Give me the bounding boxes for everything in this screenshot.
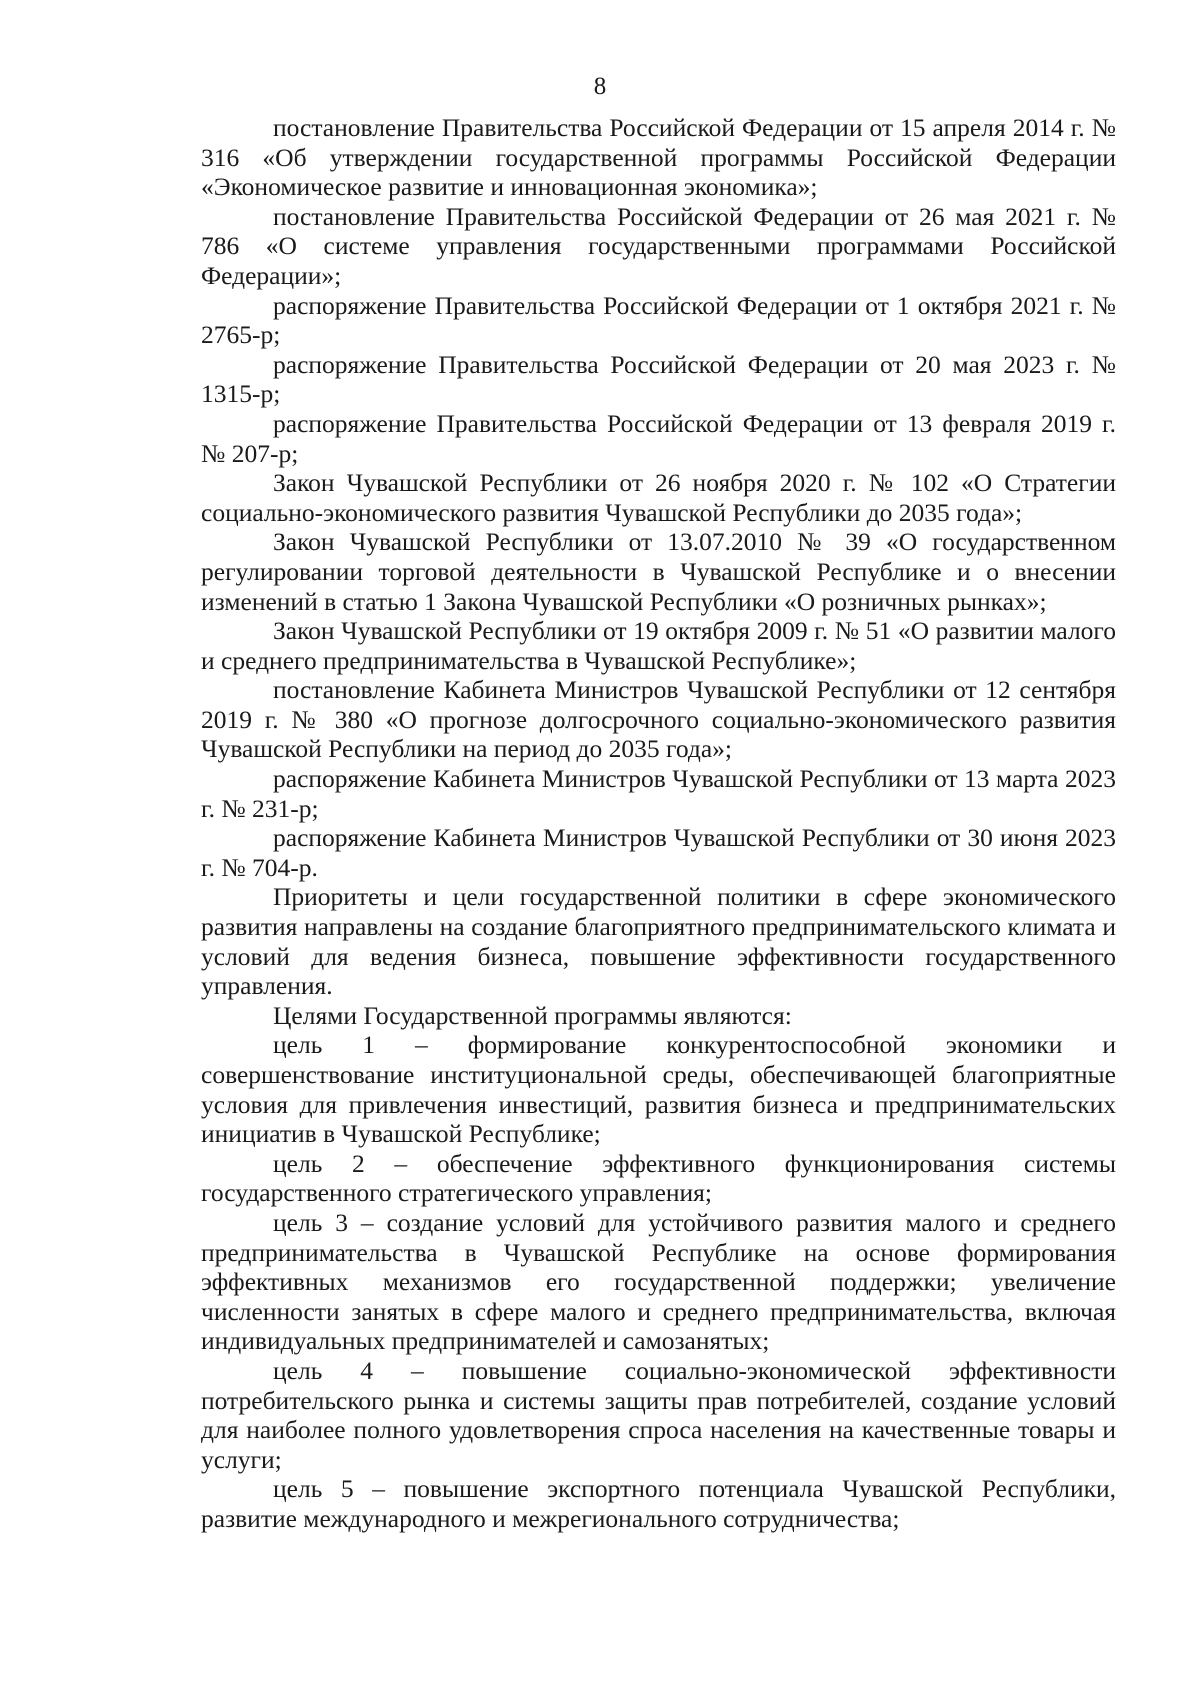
paragraph-legal-act: распоряжение Кабинета Министров Чувашской Республики от 30 июня 2023 г. № 704-р. <box>201 823 1116 882</box>
paragraph-goals-heading: Целями Государственной программы являются: <box>273 1000 792 1030</box>
paragraph-legal-act: распоряжение Кабинета Министров Чувашской Республики от 13 марта 2023 г. № 231-р; <box>201 764 1116 823</box>
paragraph-legal-act: постановление Кабинета Министров Чувашской Республики от 12 сентября 2019 г. № 380 «О прогнозе долгосрочного социально-экономического развития Чувашской Республики на период до 2035 года»; <box>201 675 1116 764</box>
page-number: 8 <box>593 73 607 100</box>
paragraph-legal-act: постановление Правительства Российской Федерации от 26 мая 2021 г. № 786 «О системе управления государственными программами Российской Федерации»; <box>201 201 1116 290</box>
paragraph-legal-act: Закон Чувашской Республики от 13.07.2010 № 39 «О государственном регулировании торговой деятельности в Чувашской Республике и о внесении изменений в статью 1 Закона Чувашской Республики «О розничных рынках»; <box>201 527 1116 616</box>
paragraph-legal-act: Закон Чувашской Республики от 19 октября 2009 г. № 51 «О развитии малого и среднего предпринимательства в Чувашской Республике»; <box>201 616 1116 675</box>
paragraph-goal: цель 3 – создание условий для устойчивого развития малого и среднего предпринимательства в Чувашской Республике на основе формирования эффективных механизмов его государственной поддержки; увеличение численности занятых в сфере малого и среднего предпринимательства, включая индивидуальных предпринимателей и самозанятых; <box>201 1207 1116 1356</box>
paragraph-legal-act: распоряжение Правительства Российской Федерации от 1 октября 2021 г. № 2765-р; <box>201 290 1116 350</box>
paragraph-legal-act: распоряжение Правительства Российской Федерации от 20 мая 2023 г. № 1315-р; <box>201 349 1116 409</box>
paragraph-legal-act: Закон Чувашской Республики от 26 ноября 2020 г. № 102 «О Стратегии социально-экономического развития Чувашской Республики до 2035 года»; <box>201 468 1116 527</box>
document-body <box>201 113 1116 1534</box>
paragraph-goal: цель 2 – обеспечение эффективного функционирования системы государственного стратегического управления; <box>201 1148 1116 1208</box>
paragraph-priorities: Приоритеты и цели государственной политики в сфере экономического развития направлены на создание благоприятного предпринимательского климата и условий для ведения бизнеса, повышение эффективности государственного управления. <box>201 882 1116 1001</box>
paragraph-legal-act: постановление Правительства Российской Федерации от 15 апреля 2014 г. № 316 «Об утверждении государственной программы Российской Федерации «Экономическое развитие и инновационная экономика»; <box>201 113 1116 202</box>
paragraph-goal: цель 5 – повышение экспортного потенциала Чувашской Республики, развитие международного и межрегионального сотрудничества; <box>201 1474 1116 1533</box>
paragraph-goal: цель 1 – формирование конкурентоспособной экономики и совершенствование институциональной среды, обеспечивающей благоприятные условия для привлечения инвестиций, развития бизнеса и предпринимательских инициатив в Чувашской Республике; <box>201 1030 1116 1149</box>
paragraph-goal: цель 4 – повышение социально-экономической эффективности потребительского рынка и системы защиты прав потребителей, создание условий для наиболее полного удовлетворения спроса населения на качественные товары и услуги; <box>201 1355 1116 1474</box>
paragraph-legal-act: распоряжение Правительства Российской Федерации от 13 февраля 2019 г. № 207-р; <box>201 408 1116 468</box>
